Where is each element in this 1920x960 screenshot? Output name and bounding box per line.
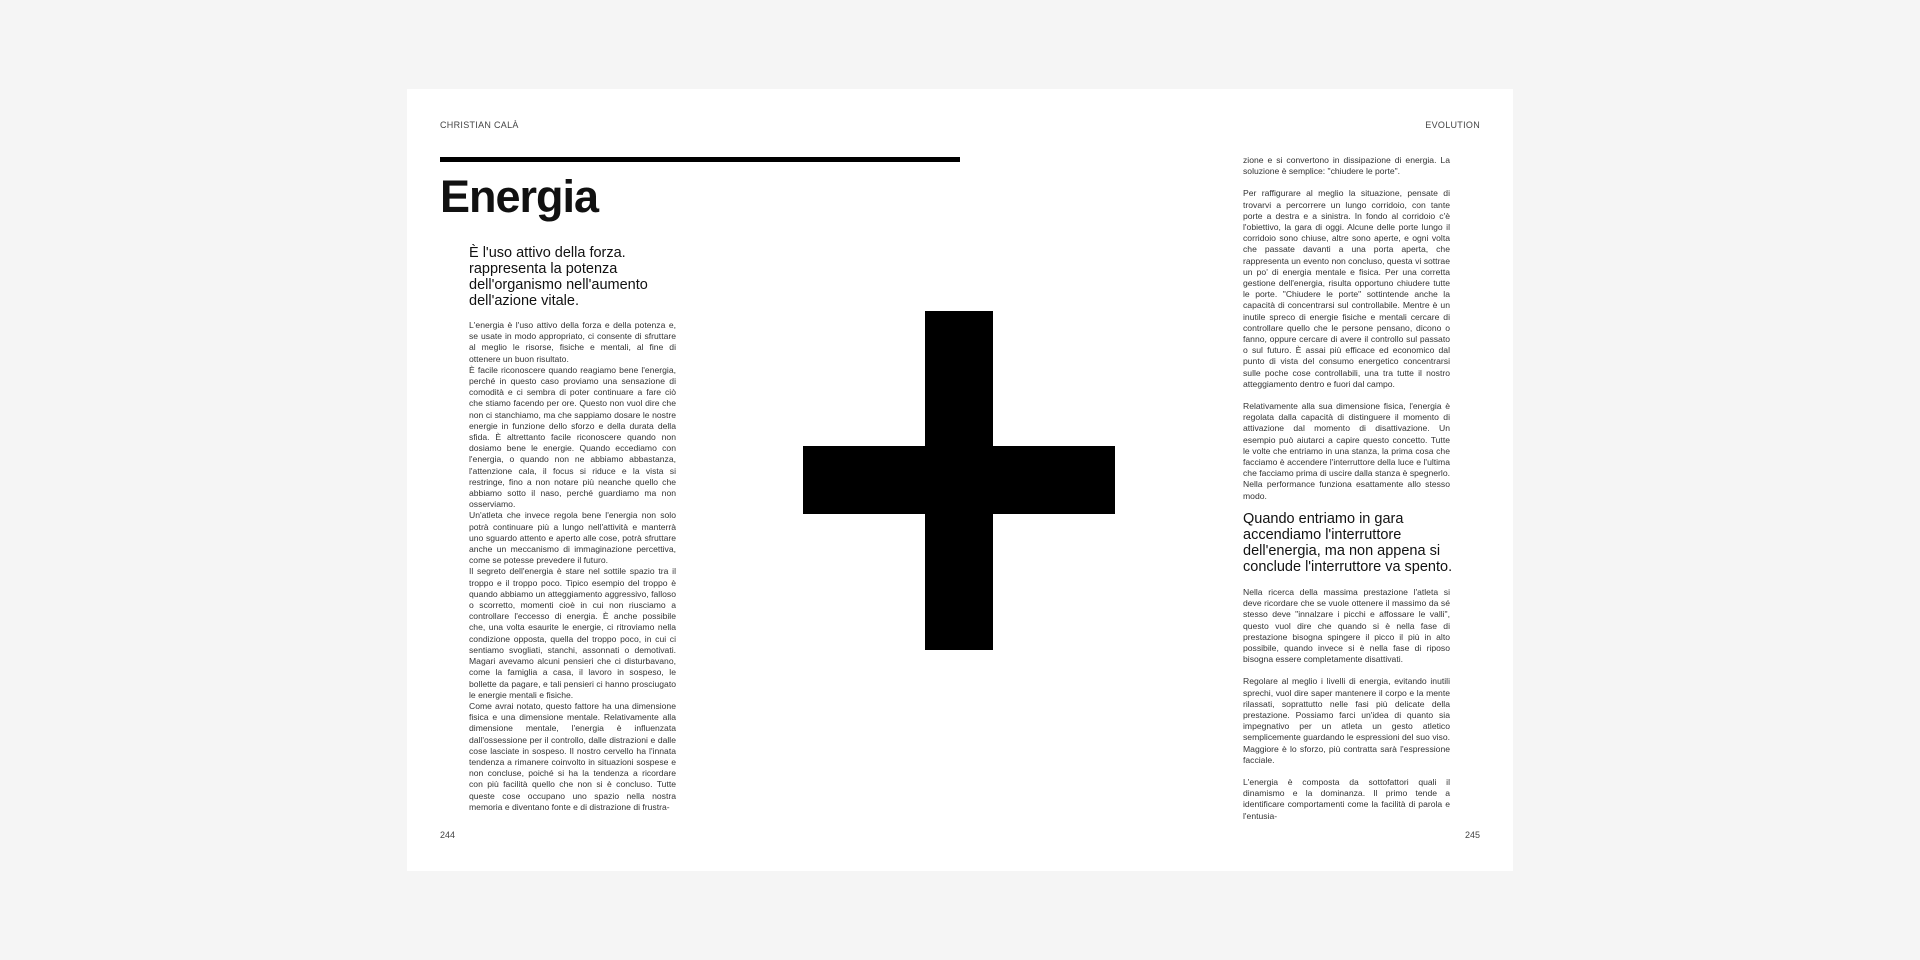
plus-horizontal-bar [803, 446, 1115, 514]
page-number-right: 245 [1464, 830, 1480, 840]
paragraph: Un'atleta che invece regola bene l'energia non solo potrà continuare più a lungo nell'attività e manterrà uno sguardo attento e aperto alle cose, potrà sfruttare anche un meccanismo di immaginazione percettiva, come se potesse prevedere il futuro. [469, 510, 676, 566]
article-title: Energia [440, 171, 599, 222]
article-lead: È l'uso attivo della forza. rappresenta la potenza dell'organismo nell'aumento dell'azione vitale. [469, 245, 648, 309]
right-column-bottom [1243, 587, 1450, 822]
left-column [469, 320, 676, 813]
running-header-section: EVOLUTION [1425, 120, 1480, 130]
paragraph: Nella ricerca della massima prestazione l'atleta si deve ricordare che se vuole ottenere il massimo da sé stesso deve "innalzare i picchi e affossare le valli", questo vuol dire che quando si è nella fase di prestazione bisogna spingere il picco il più in alto possibile, quando invece si è nella fase di riposo bisogna essere completamente disattivati. [1243, 587, 1450, 665]
magazine-spread [407, 89, 1513, 871]
pull-quote: Quando entriamo in gara accendiamo l'interruttore dell'energia, ma non appena si conclude l'interruttore va spento. [1243, 511, 1453, 575]
running-header-author: CHRISTIAN CALÀ [440, 120, 519, 130]
paragraph: Relativamente alla sua dimensione fisica, l'energia è regolata dalla capacità di distinguere il momento di attivazione dal momento di disattivazione. Un esempio può aiutarci a capire questo concetto. Tutte le volte che entriamo in una stanza, la prima cosa che facciamo è accendere l'interruttore della luce e l'ultima che facciamo prima di uscire dalla stanza è spegnerlo. Nella performance funziona esattamente allo stesso modo. [1243, 401, 1450, 501]
paragraph: Come avrai notato, questo fattore ha una dimensione fisica e una dimensione mentale. Relativamente alla dimensione mentale, l'energia è influenzata dall'ossessione per il controllo, dalle distrazioni e dalle cose lasciate in sospeso. Il nostro cervello ha l'innata tendenza a rimanere coinvolto in situazioni sospese e non concluse, poiché si ha la tendenza a ricordare con più facilità quello che non si è concluso. Tutte queste cose occupano uno spazio nella nostra memoria e diventano fonte e di distrazione di frustra- [469, 700, 676, 812]
paragraph: È facile riconoscere quando reagiamo bene l'energia, perché in questo caso proviamo una sensazione di comodità e ci sembra di poter continuare a fare ciò che stiamo facendo per ore. Questo non vuol dire che non ci stanchiamo, ma che sappiamo dosare le nostre energie in funzione dello sforzo e della durata della sfida. È altrettanto facile riconoscere quando non dosiamo bene le energie. Quando eccediamo con l'energia, o quando non ne abbiamo abbastanza, l'attenzione cala, il focus si riduce e la vista si restringe, fino a non notare più neanche quello che abbiamo sotto il naso, perché guardiamo ma non osserviamo. [469, 364, 676, 510]
right-column-top [1243, 155, 1450, 502]
paragraph: zione e si convertono in dissipazione di energia. La soluzione è semplice: "chiudere le porte". [1243, 155, 1450, 177]
paragraph: Il segreto dell'energia è stare nel sottile spazio tra il troppo e il troppo poco. Tipico esempio del troppo è quando abbiamo un atteggiamento aggressivo, falloso o scorretto, momenti cioè in cui non riusciamo a controllare l'eccesso di energia. È anche possibile che, una volta esaurite le energie, ci ritroviamo nella condizione opposta, quella del troppo poco, in cui ci sentiamo svogliati, stanchi, assonnati o demotivati. Magari avevamo alcuni pensieri che ci disturbavano, come la famiglia a casa, il lavoro in sospeso, le bollette da pagare, e tali pensieri ci hanno prosciugato le energie mentali e fisiche. [469, 566, 676, 700]
title-rule [440, 157, 960, 162]
paragraph: Regolare al meglio i livelli di energia, evitando inutili sprechi, vuol dire saper mantenere il corpo e la mente rilassati, soprattutto nelle fasi più delicate della prestazione. Possiamo farci un'idea di quanto sia impegnativo per un atleta un gesto atletico semplicemente guardando le espressioni del suo viso. Maggiore è lo sforzo, più contratta sarà l'espressione facciale. [1243, 676, 1450, 765]
paragraph: Per raffigurare al meglio la situazione, pensate di trovarvi a percorrere un lungo corridoio, con tante porte a destra e a sinistra. In fondo al corridoio c'è l'obiettivo, la gara di oggi. Alcune delle porte lungo il corridoio sono chiuse, altre sono aperte, e ogni volta che passate davanti a una porta aperta, che rappresenta un evento non concluso, questa vi sottrae un po' di energia mentale e fisica. Per una corretta gestione dell'energia, risulta opportuno chiudere tutte le porte. "Chiudere le porte" sottintende anche la capacità di concentrarsi sul controllabile. Mentre è un inutile spreco di energie fisiche e mentali cercare di controllare quello che le persone pensano, dicono o fanno, oppure cercare di avere il controllo sul passato o sul futuro. È assai più efficace ed economico dal punto di vista del consumo energetico concentrarsi sulle poche cose controllabili, una tra tutte il nostro atteggiamento dentro e fuori dal campo. [1243, 188, 1450, 389]
page-number-left: 244 [440, 830, 456, 840]
paragraph: L'energia è l'uso attivo della forza e della potenza e, se usate in modo appropriato, ci consente di sfruttare al meglio le risorse, fisiche e mentali, al fine di ottenere un buon risultato. [469, 320, 676, 364]
paragraph: L'energia è composta da sottofattori quali il dinamismo e la dominanza. Il primo tende a identificare comportamenti come la facilità di parola e l'entusia- [1243, 777, 1450, 821]
